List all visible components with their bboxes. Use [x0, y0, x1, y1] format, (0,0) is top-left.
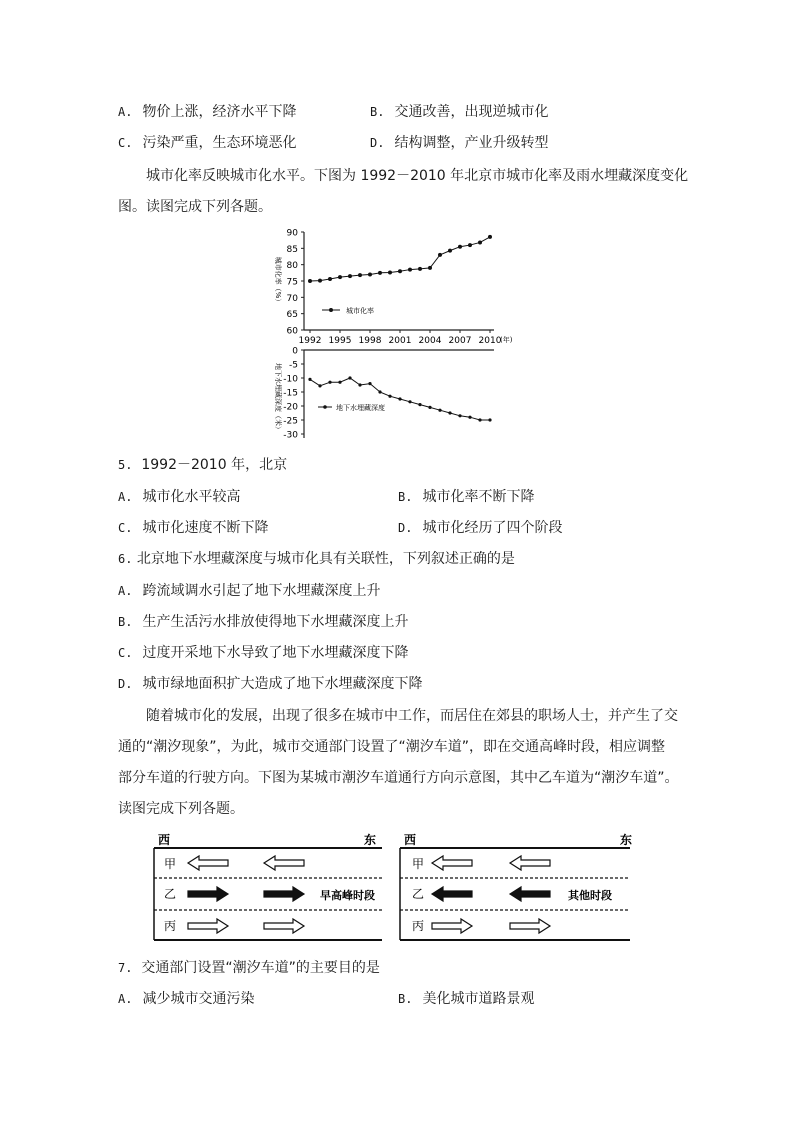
q4-option-a: A. 物价上涨，经济水平下降 — [118, 104, 297, 120]
q5-option-d: D. 城市化经历了四个阶段 — [398, 520, 563, 536]
urbanization-rate-point — [358, 273, 362, 277]
panel2-bing-arrow-1 — [432, 919, 472, 933]
urbanization-rate-point — [328, 277, 332, 281]
intro2-line4: 读图完成下列各题。 — [118, 801, 244, 817]
bottom-y-label: 地下水埋藏深度（米） — [274, 363, 282, 433]
q6-option-c: C. 过度开采地下水导致了地下水埋藏深度下降 — [118, 645, 409, 661]
panel1-bing-arrow-2 — [264, 919, 304, 933]
groundwater-depth-point — [428, 406, 431, 409]
q4-option-c: C. 污染严重，生态环境恶化 — [118, 135, 297, 151]
top-xtick-label: 1992 — [298, 336, 322, 346]
top-xtick-label: 2001 — [388, 336, 412, 346]
panel1-yi-arrow-1 — [188, 887, 228, 901]
panel2-east-label: 东 — [620, 833, 633, 847]
panel1-time-label: 早高峰时段 — [320, 889, 375, 902]
panel1-lane-jia: 甲 — [164, 857, 177, 871]
panel2-bing-arrow-2 — [510, 919, 550, 933]
q6-option-d: D. 城市绿地面积扩大造成了地下水埋藏深度下降 — [118, 676, 423, 692]
bottom-ytick-label: -30 — [283, 430, 298, 441]
top-x-unit: (年) — [500, 336, 513, 344]
top-ytick-label: 75 — [286, 277, 298, 288]
groundwater-depth-point — [488, 418, 491, 421]
bottom-legend-marker — [323, 405, 327, 409]
panel1-bing-arrow-1 — [188, 919, 228, 933]
urbanization-rate-point — [458, 245, 462, 249]
bottom-legend-label: 地下水埋藏深度 — [336, 404, 385, 412]
panel2-time-label: 其他时段 — [568, 889, 612, 902]
top-xtick-label: 2010 — [478, 336, 502, 346]
top-legend-marker — [329, 308, 333, 312]
top-ytick-label: 60 — [286, 326, 298, 337]
urbanization-rate-point — [468, 243, 472, 247]
q6-option-b: B. 生产生活污水排放使得地下水埋藏深度上升 — [118, 614, 409, 630]
bottom-ytick-label: -25 — [283, 416, 298, 427]
bottom-ytick-label: 0 — [292, 346, 298, 357]
panel1-east-label: 东 — [364, 833, 377, 847]
panel2-jia-arrow-1 — [432, 856, 472, 870]
panel2-jia-arrow-2 — [510, 856, 550, 870]
q4-option-b: B. 交通改善，出现逆城市化 — [370, 104, 549, 120]
urbanization-rate-line — [310, 237, 490, 281]
q4-option-d: D. 结构调整，产业升级转型 — [370, 135, 549, 151]
panel2-lane-bing: 丙 — [412, 919, 425, 933]
top-legend-label: 城市化率 — [346, 307, 374, 315]
q6-option-a: A. 跨流域调水引起了地下水埋藏深度上升 — [118, 583, 381, 599]
urbanization-rate-point — [418, 267, 422, 271]
urbanization-rate-point — [428, 266, 432, 270]
q7-option-a: A. 减少城市交通污染 — [118, 991, 255, 1007]
top-ytick-label: 80 — [286, 261, 298, 272]
urbanization-rate-point — [338, 275, 342, 279]
groundwater-depth-point — [368, 382, 371, 385]
urbanization-rate-point — [408, 268, 412, 272]
groundwater-depth-point — [378, 390, 381, 393]
groundwater-depth-point — [308, 378, 311, 381]
urbanization-rate-point — [348, 274, 352, 278]
bottom-ytick-label: -10 — [283, 374, 298, 385]
groundwater-depth-point — [478, 418, 481, 421]
top-ytick-label: 70 — [286, 293, 298, 304]
panel1-yi-arrow-2 — [264, 887, 304, 901]
panel2-yi-arrow-2 — [510, 887, 550, 901]
urbanization-rate-point — [438, 253, 442, 257]
urbanization-rate-point — [378, 271, 382, 275]
panel1-lane-yi: 乙 — [164, 887, 177, 901]
tidal-lane-diagram — [150, 832, 640, 944]
urbanization-rate-point — [308, 279, 312, 283]
intro1-line2: 图。读图完成下列各题。 — [118, 199, 272, 215]
q5-option-a: A. 城市化水平较高 — [118, 489, 241, 505]
urbanization-rate-point — [488, 235, 492, 239]
intro2-line3: 部分车道的行驶方向。下图为某城市潮汐车道通行方向示意图，其中乙车道为“潮汐车道”。 — [118, 770, 679, 786]
groundwater-depth-point — [458, 414, 461, 417]
q6-stem: 6. 北京地下水埋藏深度与城市化具有关联性，下列叙述正确的是 — [118, 551, 515, 567]
top-xtick-label: 2004 — [418, 336, 442, 346]
groundwater-depth-point — [438, 409, 441, 412]
top-ytick-label: 85 — [286, 244, 298, 255]
urbanization-rate-point — [388, 271, 392, 275]
panel1-lane-bing: 丙 — [164, 919, 177, 933]
panel2-yi-arrow-1 — [432, 887, 472, 901]
top-ytick-label: 65 — [286, 310, 298, 321]
bottom-ytick-label: -20 — [283, 402, 298, 413]
panel1-jia-arrow-2 — [264, 856, 304, 870]
groundwater-depth-point — [328, 381, 331, 384]
groundwater-depth-point — [388, 395, 391, 398]
top-xtick-label: 1998 — [358, 336, 382, 346]
intro1-line1: 城市化率反映城市化水平。下图为 1992－2010 年北京市城市化率及雨水埋藏深度变化 — [146, 168, 689, 184]
urbanization-rate-point — [318, 279, 322, 283]
panel2-lane-yi: 乙 — [412, 887, 425, 901]
groundwater-depth-point — [348, 376, 351, 379]
panel1-west-label: 西 — [158, 833, 171, 847]
q7-option-b: B. 美化城市道路景观 — [398, 991, 535, 1007]
top-ytick-label: 90 — [286, 228, 298, 239]
panel2-lane-jia: 甲 — [412, 857, 425, 871]
top-y-label: 城市化率（%） — [274, 256, 282, 306]
top-xtick-label: 1995 — [328, 336, 352, 346]
q7-stem: 7. 交通部门设置“潮汐车道”的主要目的是 — [118, 960, 380, 976]
q5-option-b: B. 城市化率不断下降 — [398, 489, 535, 505]
groundwater-depth-point — [398, 397, 401, 400]
groundwater-depth-point — [408, 400, 411, 403]
q5-option-c: C. 城市化速度不断下降 — [118, 520, 269, 536]
intro2-line1: 随着城市化的发展，出现了很多在城市中工作，而居住在郊县的职场人士，并产生了交 — [146, 708, 678, 724]
urbanization-rate-point — [398, 269, 402, 273]
urbanization-rate-point — [368, 272, 372, 276]
top-xtick-label: 2007 — [448, 336, 472, 346]
urbanization-rate-point — [448, 249, 452, 253]
groundwater-depth-point — [418, 403, 421, 406]
bottom-ytick-label: -15 — [283, 388, 298, 399]
urbanization-rate-point — [478, 240, 482, 244]
groundwater-depth-point — [358, 383, 361, 386]
groundwater-depth-point — [468, 416, 471, 419]
panel1-jia-arrow-1 — [188, 856, 228, 870]
intro2-line2: 通的“潮汐现象”，为此，城市交通部门设置了“潮汐车道”，即在交通高峰时段，相应调整 — [118, 739, 666, 755]
bottom-ytick-label: -5 — [289, 360, 298, 371]
q5-stem: 5. 1992－2010 年，北京 — [118, 457, 288, 473]
groundwater-depth-point — [448, 411, 451, 414]
groundwater-depth-point — [318, 384, 321, 387]
groundwater-depth-point — [338, 381, 341, 384]
panel2-west-label: 西 — [404, 833, 417, 847]
urbanization-groundwater-chart — [262, 226, 526, 442]
